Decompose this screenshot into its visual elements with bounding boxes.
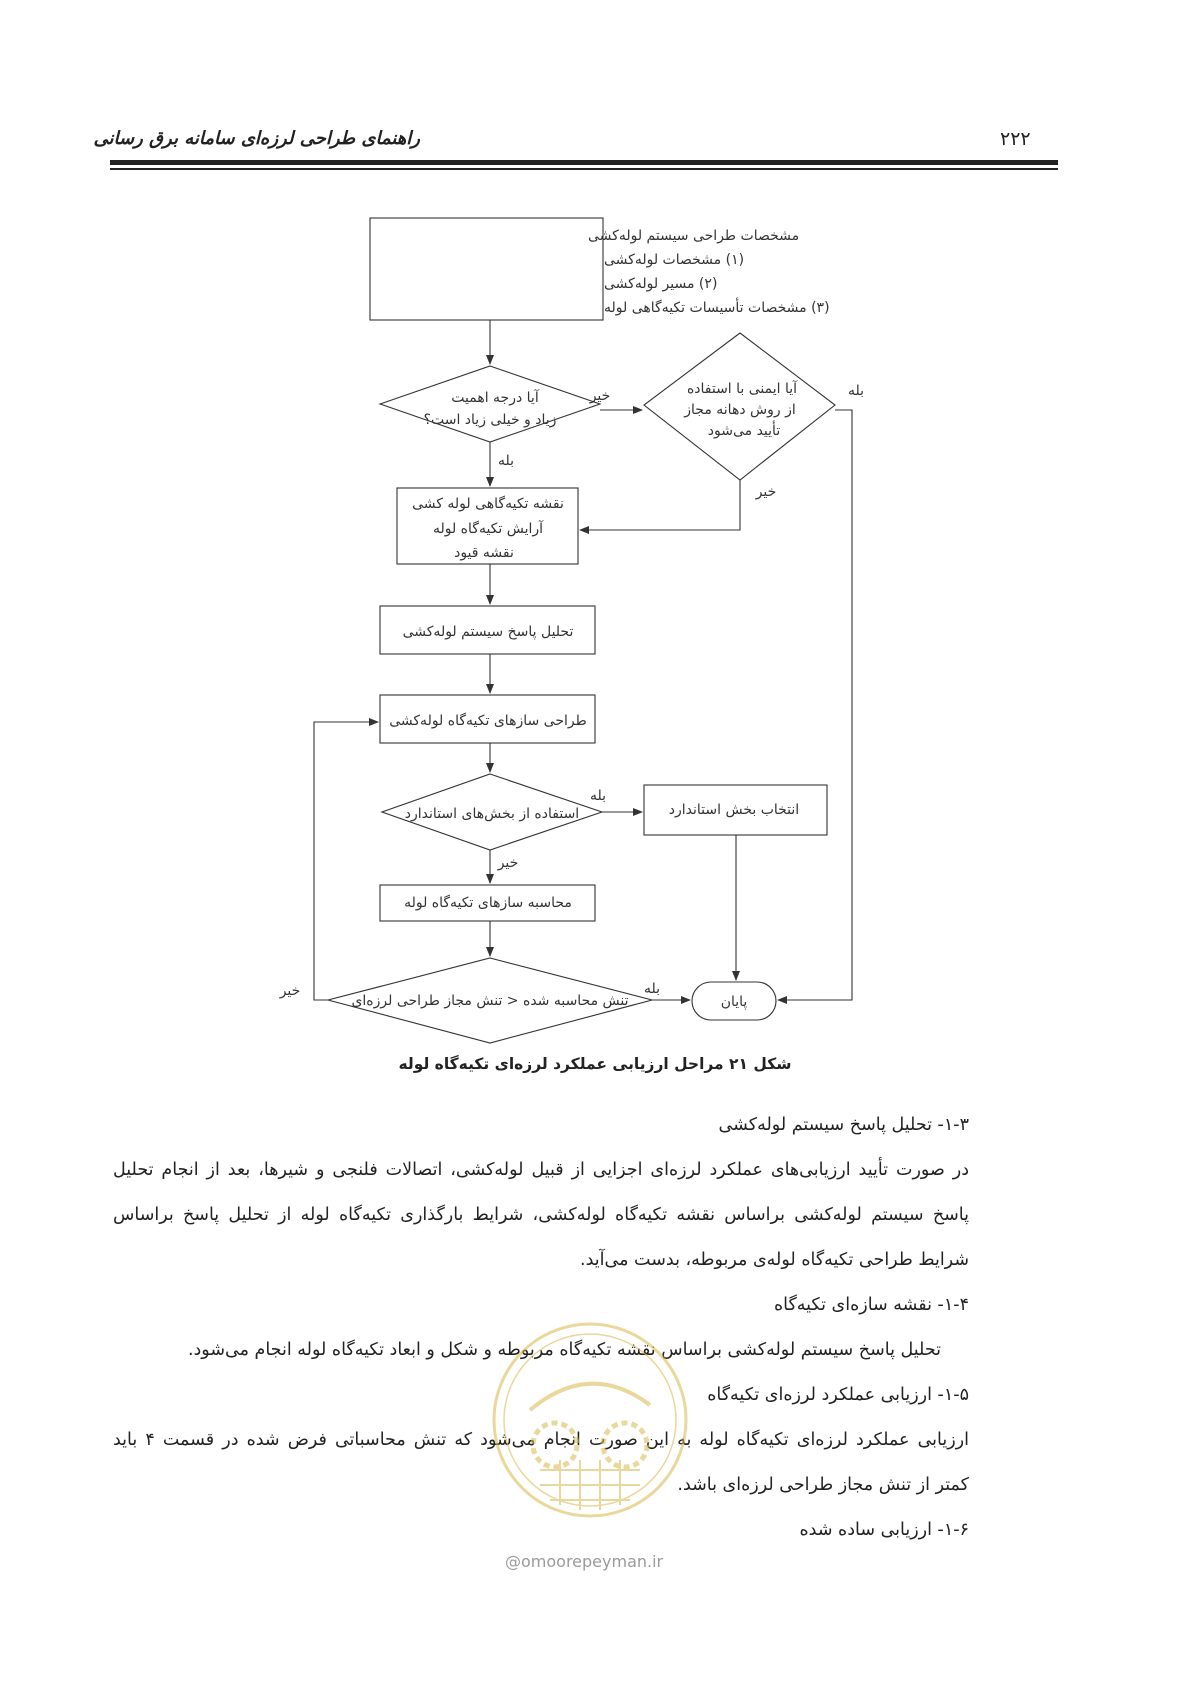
design-specs-box xyxy=(370,218,603,320)
label-no-standard: خیر xyxy=(497,855,519,871)
label-yes-importance: بله xyxy=(497,453,515,469)
end-label: پایان xyxy=(720,994,748,1010)
paragraph-1-line-3: شرایط طراحی تکیه‌گاه لوله‌ی مربوطه، بدست می‌آید. xyxy=(580,1250,969,1270)
label-no-importance: خیر xyxy=(589,388,611,404)
design-box-line-1: مشخصات طراحی سیستم لوله‌کشی xyxy=(588,228,800,244)
section-heading-1-6: ۱-۶- ارزیابی ساده شده xyxy=(799,1520,969,1540)
standard-decision-label: استفاده از بخش‌های استاندارد xyxy=(404,806,580,822)
running-title: راهنمای طراحی لرزه‌ای سامانه برق رسانی xyxy=(93,128,420,149)
label-no-safety: خیر xyxy=(755,484,777,500)
safety-line-3: تأیید می‌شود xyxy=(707,423,781,439)
label-yes-safety: بله xyxy=(847,383,865,399)
paragraph-3-line-2: کمتر از تنش مجاز طراحی لرزه‌ای باشد. xyxy=(677,1475,969,1495)
paragraph-2-line-1: تحلیل پاسخ سیستم لوله‌کشی براساس نقشه تکیه‌گاه مربوطه و شکل و ابعاد تکیه‌گاه لوله انجام می‌شود. xyxy=(187,1340,941,1360)
support-plan-line-2: آرایش تکیه‌گاه لوله xyxy=(432,521,544,537)
section-heading-1-5: ۱-۵- ارزیابی عملکرد لرزه‌ای تکیه‌گاه xyxy=(707,1385,969,1405)
page-number: ۲۲۲ xyxy=(1000,128,1031,150)
paragraph-1-line-2: پاسخ سیستم لوله‌کشی براساس نقشه تکیه‌گاه لوله‌کشی، شرایط بارگذاری تکیه‌گاه لوله از تحلیل پاسخ براساس xyxy=(113,1205,969,1225)
figure-caption: شکل ۲۱ مراحل ارزیابی عملکرد لرزه‌ای تکیه‌گاه لوله xyxy=(398,1055,792,1073)
section-heading-1-4: ۱-۴- نقشه سازه‌ای تکیه‌گاه xyxy=(773,1295,969,1315)
safety-line-2: از روش دهانه مجاز xyxy=(684,402,796,418)
support-plan-line-3: نقشه قیود xyxy=(454,545,514,561)
design-box-line-4: (۳) مشخصات تأسیسات تکیه‌گاهی لوله xyxy=(604,300,830,316)
importance-line-2: زیاد و خیلی زیاد است؟ xyxy=(423,412,557,428)
paragraph-1-line-1: در صورت تأیید ارزیابی‌های عملکرد لرزه‌ای اجزایی از قبیل لوله‌کشی، اتصالات فلنجی و شیرها، بعد از انجام تحلیل xyxy=(113,1160,969,1180)
support-plan-line-1: نقشه تکیه‌گاهی لوله کشی xyxy=(412,496,564,512)
label-yes-stress: بله xyxy=(643,981,661,997)
watermark-site: @omoorepeyman.ir xyxy=(505,1552,664,1571)
response-analysis-label: تحلیل پاسخ سیستم لوله‌کشی xyxy=(402,624,574,640)
paragraph-3-line-1: ارزیابی عملکرد لرزه‌ای تکیه‌گاه لوله به این صورت انجام می‌شود که تنش محاسباتی فرض شده در قسمت ۴ باید xyxy=(113,1430,969,1450)
safety-line-1: آیا ایمنی با استفاده xyxy=(686,381,798,397)
stress-decision-label: تنش محاسبه شده < تنش مجاز طراحی لرزه‌ای xyxy=(351,993,629,1009)
support-design-label: طراحی سازهای تکیه‌گاه لوله‌کشی xyxy=(389,713,587,729)
calc-label: محاسبه سازهای تکیه‌گاه لوله xyxy=(404,895,572,911)
design-box-line-2: (۱) مشخصات لوله‌کشی xyxy=(604,252,745,268)
standard-select-label: انتخاب بخش استاندارد xyxy=(668,802,800,818)
label-yes-standard: بله xyxy=(589,788,607,804)
design-box-line-3: (۲) مسیر لوله‌کشی xyxy=(604,276,718,292)
section-heading-1-3: ۱-۳- تحلیل پاسخ سیستم لوله‌کشی xyxy=(718,1115,969,1135)
importance-line-1: آیا درجه اهمیت xyxy=(451,390,539,406)
watermark-seal-icon xyxy=(490,1320,690,1520)
label-no-stress: خیر xyxy=(279,983,301,999)
